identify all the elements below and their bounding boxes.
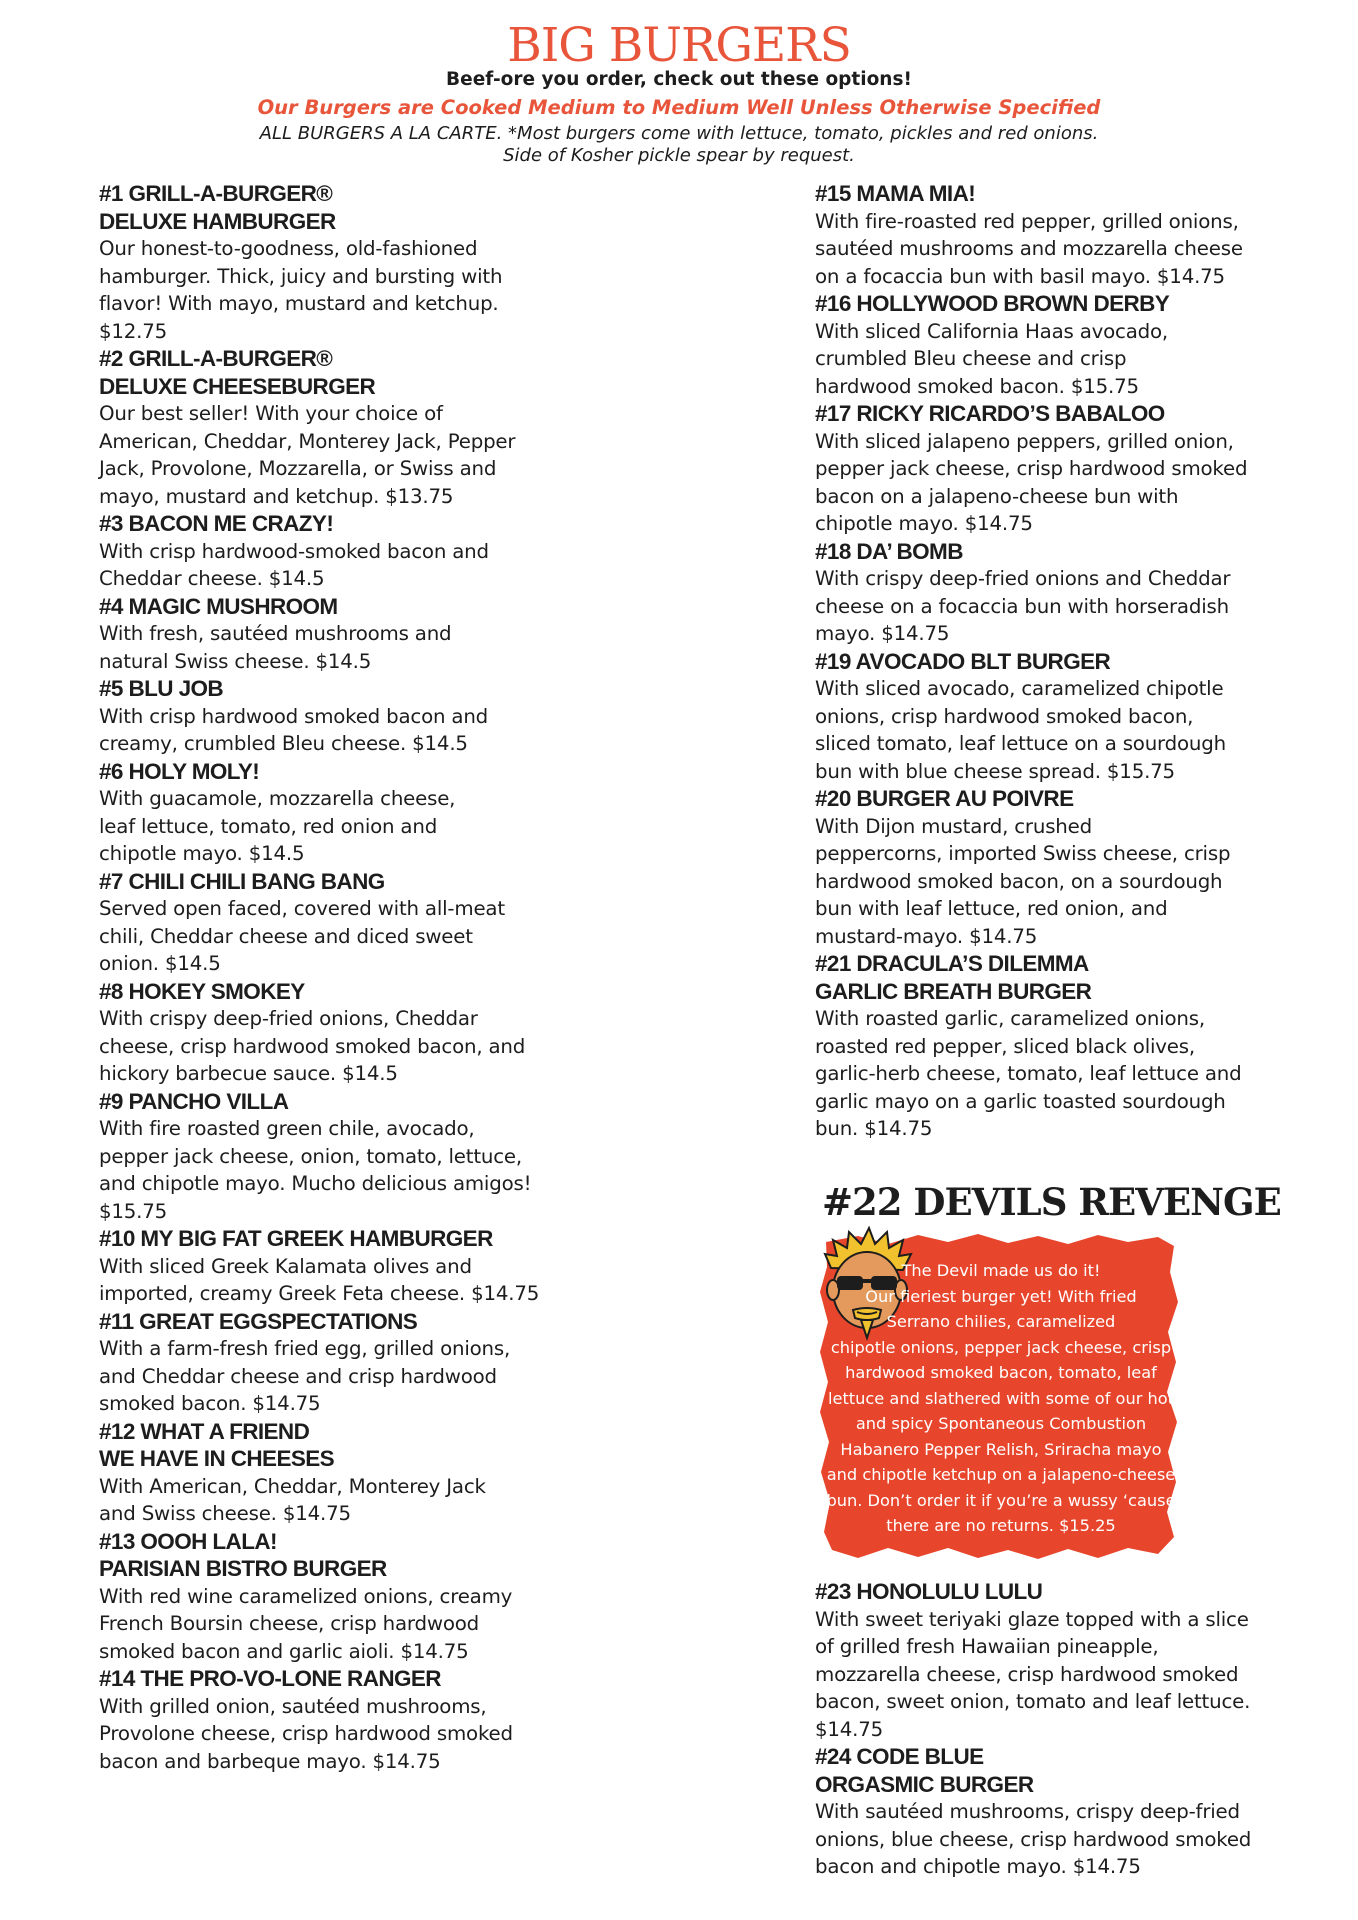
menu-item-name: #19 AVOCADO BLT BURGER	[815, 648, 1111, 674]
menu-item	[815, 180, 1275, 290]
menu-item-description: peppercorns, imported Swiss cheese, crisp	[815, 842, 1231, 865]
menu-item-name: #6 HOLY MOLY!	[99, 758, 260, 784]
menu-item-description: pepper jack cheese, onion, tomato, lettuce,	[99, 1144, 522, 1168]
menu-item-description: hardwood smoked bacon, on a sourdough	[815, 869, 1223, 893]
menu-item-description: garlic mayo on a garlic toasted sourdough	[815, 1089, 1226, 1113]
menu-item-name: #10 MY BIG FAT GREEK HAMBURGER	[99, 1226, 493, 1251]
devils-revenge-line: hardwood smoked bacon, tomato, leaf	[845, 1363, 1157, 1382]
devils-revenge-title: #22 DEVILS REVENGE	[822, 1180, 1281, 1224]
menu-item	[99, 180, 569, 345]
menu-item-description: mozzarella cheese, crisp hardwood smoked	[815, 1662, 1239, 1686]
devils-revenge-line: chipotle onions, pepper jack cheese, crisp	[830, 1337, 1172, 1357]
menu-item-description: With sliced avocado, caramelized chipotle	[815, 677, 1224, 700]
menu-item	[815, 290, 1275, 400]
menu-item-name: #21 DRACULA’S DILEMMA	[815, 951, 1089, 976]
menu-item-description: mayo, mustard and ketchup. $13.75	[99, 484, 454, 508]
menu-item	[99, 1308, 569, 1418]
menu-item	[815, 538, 1275, 648]
menu-item-name: #8 HOKEY SMOKEY	[99, 978, 305, 1004]
menu-item	[99, 510, 569, 593]
menu-item-name: GARLIC BREATH BURGER	[815, 978, 1092, 1004]
a-la-carte-note: ALL BURGERS A LA CARTE. *Most burgers come with lettuce, tomato, pickles and red onions.	[259, 123, 1099, 144]
menu-item-description: natural Swiss cheese. $14.5	[99, 649, 372, 673]
menu-item-description: With sliced California Haas avocado,	[815, 319, 1168, 343]
menu-item-description: With crisp hardwood-smoked bacon and	[99, 539, 489, 563]
pickle-note: Side of Kosher pickle spear by request.	[503, 145, 855, 166]
menu-item	[815, 950, 1275, 1143]
menu-item-description: garlic-herb cheese, tomato, leaf lettuce and	[815, 1062, 1242, 1085]
menu-item-description: hardwood smoked bacon. $15.75	[815, 374, 1139, 398]
menu-item	[815, 400, 1275, 538]
menu-item-description: bun with leaf lettuce, red onion, and	[815, 897, 1168, 920]
menu-item-name: #18 DA’ BOMB	[815, 538, 963, 564]
menu-item-description: onions, crisp hardwood smoked bacon,	[815, 704, 1194, 728]
menu-item-description: smoked bacon. $14.75	[99, 1392, 321, 1415]
devils-revenge-line: The Devil made us do it!	[901, 1261, 1101, 1280]
menu-item-description: Our honest-to-goodness, old-fashioned	[99, 237, 478, 260]
menu-item-description: and Swiss cheese. $14.75	[99, 1502, 351, 1525]
menu-item-name: #7 CHILI CHILI BANG BANG	[99, 868, 385, 894]
menu-item-name: PARISIAN BISTRO BURGER	[99, 1556, 387, 1581]
menu-item-description: With crisp hardwood smoked bacon and	[99, 704, 489, 728]
menu-item-description: crumbled Bleu cheese and crisp	[815, 347, 1127, 370]
menu-item	[99, 593, 569, 676]
menu-item-description: With crispy deep-fried onions, Cheddar	[99, 1007, 478, 1030]
menu-item	[815, 648, 1275, 786]
menu-item-description: imported, creamy Greek Feta cheese. $14.75	[99, 1282, 540, 1305]
menu-item-name: #17 RICKY RICARDO’S BABALOO	[815, 401, 1165, 426]
menu-item-description: With Dijon mustard, crushed	[815, 814, 1092, 838]
menu-item-description: flavor! With mayo, mustard and ketchup.	[99, 292, 499, 315]
menu-subtitle: Beef-ore you order, check out these options!	[446, 69, 912, 90]
menu-item-description: hamburger. Thick, juicy and bursting with	[99, 264, 503, 288]
menu-item-description: Cheddar cheese. $14.5	[99, 567, 325, 590]
menu-item	[815, 1743, 1275, 1881]
menu-item-description: roasted red pepper, sliced black olives,	[815, 1034, 1195, 1058]
menu-item-name: ORGASMIC BURGER	[815, 1771, 1034, 1797]
menu-item-name: #15 MAMA MIA!	[815, 181, 976, 206]
menu-column-right-lower	[815, 1578, 1275, 1881]
menu-item-description: bun. $14.75	[815, 1117, 933, 1140]
menu-item-description: chipotle mayo. $14.5	[99, 842, 305, 865]
menu-item	[99, 345, 569, 510]
menu-item-description: With American, Cheddar, Monterey Jack	[99, 1474, 486, 1498]
menu-item-description: cheese, crisp hardwood smoked bacon, and	[99, 1034, 526, 1058]
menu-item-name: DELUXE HAMBURGER	[99, 208, 336, 234]
devils-revenge-line: and chipotle ketchup on a jalapeno-cheese	[826, 1465, 1176, 1484]
menu-item-description: With a farm-fresh fried egg, grilled onions,	[99, 1337, 511, 1360]
devils-revenge-line: Serrano chilies, caramelized	[886, 1312, 1116, 1331]
menu-item-description: Provolone cheese, crisp hardwood smoked	[99, 1722, 513, 1745]
menu-item	[99, 978, 569, 1088]
menu-item-description: Served open faced, covered with all-meat	[99, 897, 505, 920]
menu-item-description: onions, blue cheese, crisp hardwood smoked	[815, 1827, 1252, 1851]
menu-item-description: With fresh, sautéed mushrooms and	[99, 622, 452, 645]
menu-item-description: With red wine caramelized onions, creamy	[99, 1584, 513, 1608]
devils-revenge-line: and spicy Spontaneous Combustion	[855, 1414, 1147, 1433]
devils-revenge-description	[826, 1258, 1176, 1539]
menu-item	[99, 758, 569, 868]
menu-item-description: bacon and barbeque mayo. $14.75	[99, 1749, 441, 1773]
menu-item-description: and chipotle mayo. Mucho delicious amigos!	[99, 1172, 532, 1195]
menu-item-description: $12.75	[99, 319, 168, 343]
menu-item-description: cheese on a focaccia bun with horseradish	[815, 594, 1229, 618]
menu-item-description: With crispy deep-fried onions and Cheddar	[815, 567, 1231, 590]
menu-item-description: and Cheddar cheese and crisp hardwood	[99, 1364, 497, 1388]
menu-column-left	[99, 180, 569, 1775]
devils-revenge-line: lettuce and slathered with some of our hot	[827, 1388, 1175, 1408]
menu-item-description: bacon, sweet onion, tomato and leaf lettuce.	[815, 1690, 1251, 1713]
menu-column-right	[815, 180, 1275, 1143]
menu-item-description: hickory barbecue sauce. $14.5	[99, 1062, 398, 1085]
menu-item-description: mayo. $14.75	[815, 622, 950, 645]
menu-item	[99, 868, 569, 978]
menu-item	[99, 1418, 569, 1528]
menu-item-description: $15.75	[99, 1199, 168, 1223]
menu-item-description: sliced tomato, leaf lettuce on a sourdough	[815, 732, 1226, 755]
menu-item-name: #23 HONOLULU LULU	[815, 1579, 1043, 1604]
menu-item-name: DELUXE CHEESEBURGER	[99, 373, 376, 399]
menu-item-description: smoked bacon and garlic aioli. $14.75	[99, 1639, 469, 1663]
menu-item	[99, 1665, 569, 1775]
menu-item-description: mustard-mayo. $14.75	[815, 924, 1038, 948]
menu-item-name: WE HAVE IN CHEESES	[99, 1446, 335, 1471]
menu-item-description: American, Cheddar, Monterey Jack, Pepper	[99, 429, 516, 453]
menu-item-description: Jack, Provolone, Mozzarella, or Swiss and	[99, 457, 497, 480]
menu-item-description: With grilled onion, sautéed mushrooms,	[99, 1694, 487, 1718]
menu-item-description: With sautéed mushrooms, crispy deep-fried	[815, 1800, 1240, 1823]
page-title: BIG BURGERS	[507, 18, 851, 73]
devils-revenge-line: bun. Don’t order it if you’re a wussy ‘cause	[826, 1490, 1176, 1510]
menu-item-description: $14.75	[815, 1717, 884, 1741]
menu-item-description: bun with blue cheese spread. $15.75	[815, 759, 1175, 783]
menu-item-description: With fire-roasted red pepper, grilled onions,	[815, 209, 1239, 233]
menu-item-description: With sweet teriyaki glaze topped with a slice	[815, 1607, 1249, 1631]
menu-item	[815, 1578, 1275, 1743]
menu-item-description: With guacamole, mozzarella cheese,	[99, 787, 456, 810]
menu-item-name: #9 PANCHO VILLA	[99, 1088, 289, 1114]
menu-item-description: With sliced Greek Kalamata olives and	[99, 1254, 472, 1278]
menu-item-description: of grilled fresh Hawaiian pineapple,	[815, 1635, 1159, 1658]
menu-item-description: on a focaccia bun with basil mayo. $14.75	[815, 264, 1225, 288]
menu-item-description: pepper jack cheese, crisp hardwood smoked	[815, 457, 1248, 480]
devils-revenge-line: Our fieriest burger yet! With fried	[865, 1286, 1137, 1306]
devils-revenge-line: Habanero Pepper Relish, Sriracha mayo	[840, 1439, 1162, 1459]
menu-item	[99, 1088, 569, 1226]
menu-item-description: With fire roasted green chile, avocado,	[99, 1117, 475, 1140]
menu-item-name: #11 GREAT EGGSPECTATIONS	[99, 1308, 418, 1334]
menu-item	[99, 1225, 569, 1308]
menu-item-name: #24 CODE BLUE	[815, 1744, 984, 1769]
menu-item-description: chili, Cheddar cheese and diced sweet	[99, 924, 473, 948]
menu-item-description: creamy, crumbled Bleu cheese. $14.5	[99, 732, 468, 755]
menu-item-name: #3 BACON ME CRAZY!	[99, 511, 334, 536]
menu-item-description: Our best seller! With your choice of	[99, 402, 443, 425]
menu-item-description: With sliced jalapeno peppers, grilled onion,	[815, 429, 1234, 453]
menu-item-name: #14 THE PRO-VO-LONE RANGER	[99, 1666, 441, 1691]
menu-item-description: sautéed mushrooms and mozzarella cheese	[815, 237, 1243, 260]
menu-item-name: #20 BURGER AU POIVRE	[815, 786, 1074, 811]
menu-item-description: onion. $14.5	[99, 952, 221, 975]
menu-item	[99, 1528, 569, 1666]
menu-item	[815, 785, 1275, 950]
menu-item-description: With roasted garlic, caramelized onions,	[815, 1007, 1205, 1030]
menu-item-name: #1 GRILL-A-BURGER®	[99, 181, 333, 206]
menu-item	[99, 675, 569, 758]
menu-item-description: bacon on a jalapeno-cheese bun with	[815, 484, 1179, 508]
menu-item-description: leaf lettuce, tomato, red onion and	[99, 814, 438, 838]
menu-item-description: chipotle mayo. $14.75	[815, 512, 1033, 535]
menu-item-description: French Boursin cheese, crisp hardwood	[99, 1612, 480, 1635]
menu-item-name: #5 BLU JOB	[99, 676, 224, 701]
menu-item-name: #13 OOOH LALA!	[99, 1528, 277, 1554]
menu-item-name: #12 WHAT A FRIEND	[99, 1418, 310, 1444]
menu-item-name: #4 MAGIC MUSHROOM	[99, 593, 338, 619]
menu-item-name: #2 GRILL-A-BURGER®	[99, 346, 333, 371]
devils-revenge-line: there are no returns. $15.25	[886, 1516, 1116, 1535]
menu-item-description: bacon and chipotle mayo. $14.75	[815, 1855, 1141, 1878]
menu-item-name: #16 HOLLYWOOD BROWN DERBY	[815, 291, 1170, 316]
cooking-note: Our Burgers are Cooked Medium to Medium Well Unless Otherwise Specified	[257, 96, 1101, 119]
